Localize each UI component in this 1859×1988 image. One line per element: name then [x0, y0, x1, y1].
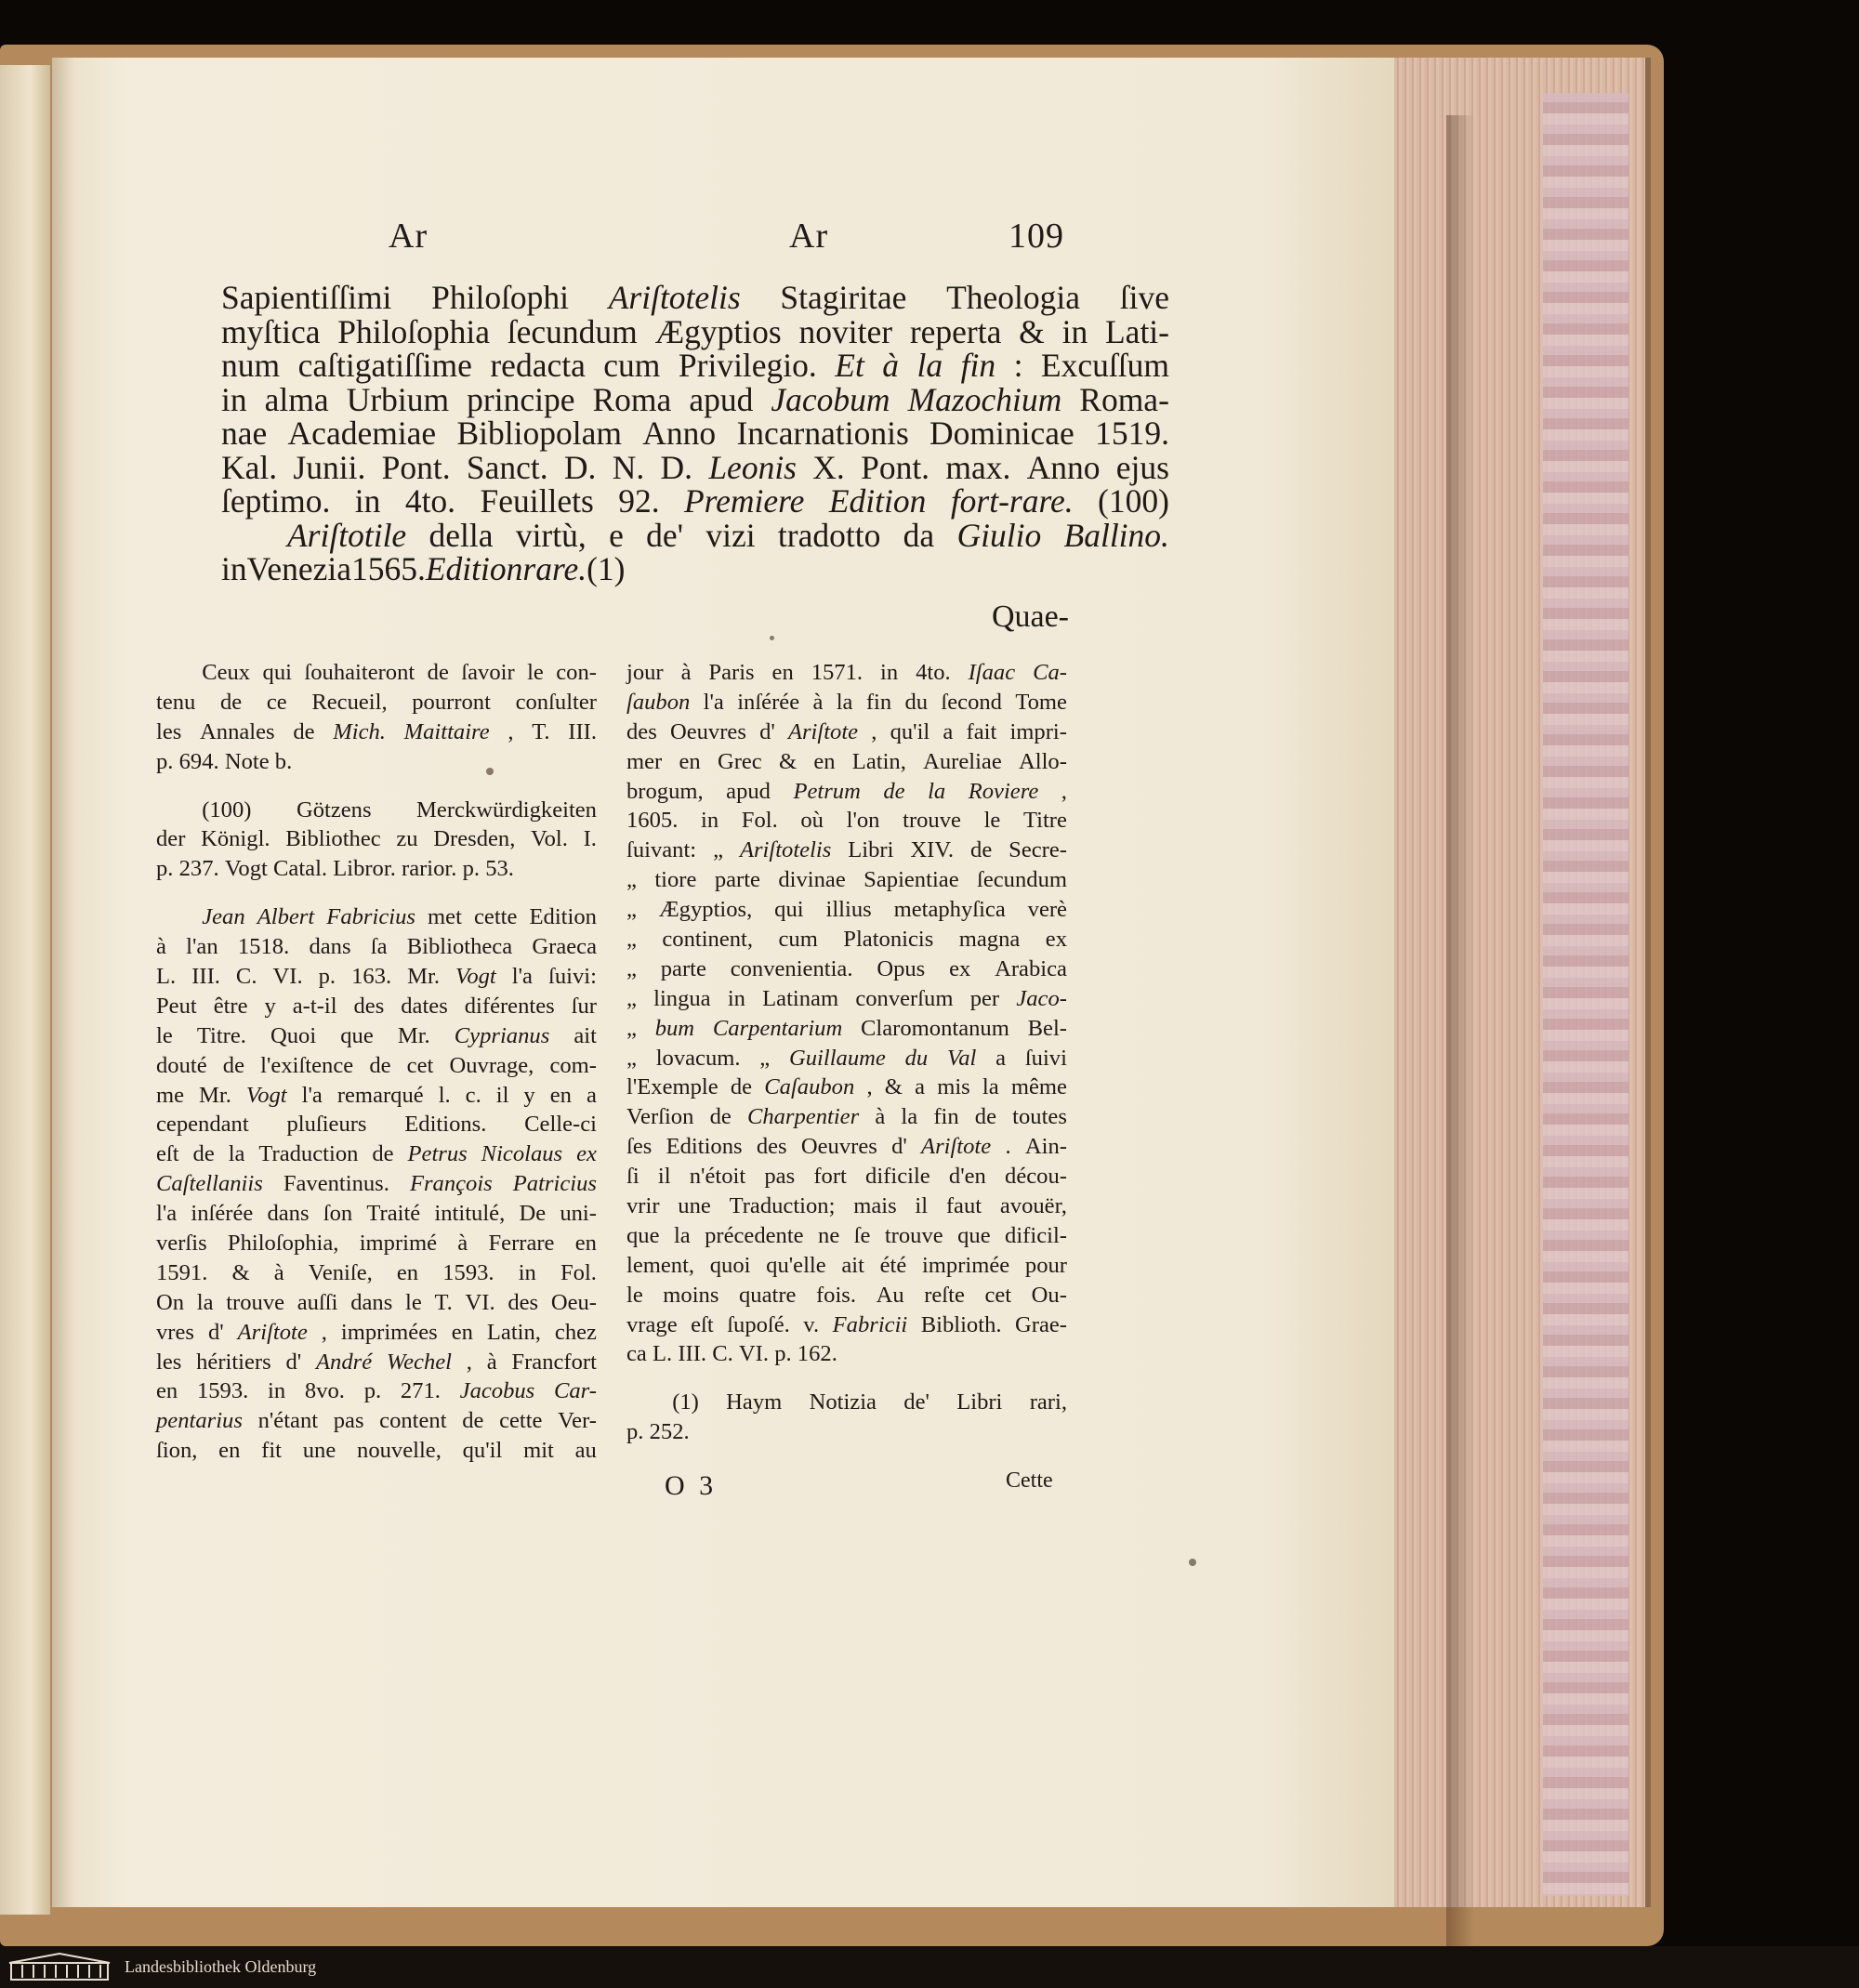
footnote-paragraph	[156, 902, 597, 1466]
footnote-line: vrage eſt ſupoſé. v. Fabricii Biblioth. Grae-	[626, 1311, 1067, 1337]
paper-spot	[770, 636, 774, 640]
footnote-line: ſuivant: „ Ariſtotelis Libri XIV. de Secre-	[626, 837, 1067, 863]
footnote-line: les héritiers d' André Wechel , à Francfort	[156, 1349, 597, 1375]
entry-line: num caſtigatiſſime redacta cum Privilegio. Et à la fin : Excuſſum	[221, 347, 1169, 384]
library-building-icon	[7, 1952, 112, 1981]
footnote-line: p. 237. Vogt Catal. Libror. rarior. p. 53.	[156, 856, 514, 882]
footnote-line: à l'an 1518. dans ſa Bibliotheca Graeca	[156, 934, 597, 960]
footnote-line: cependant pluſieurs Editions. Celle-ci	[156, 1112, 597, 1138]
footnote-line: ſaubon l'a inſérée à la fin du ſecond Tome	[626, 689, 1067, 715]
footnote-line: pentarius n'étant pas content de cette Ver-	[156, 1408, 597, 1434]
footnote-line: On la trouve auſſi dans le T. VI. des Oeu-	[156, 1289, 597, 1315]
footnote-paragraph	[626, 658, 1067, 1369]
footnote-line: verſis Philoſophia, imprimé à Ferrare en	[156, 1231, 597, 1257]
entry-line: Kal. Junii. Pont. Sanct. D. N. D. Leonis X. Pont. max. Anno ejus	[221, 448, 1169, 486]
footnote-line: tenu de ce Recueil, pourront conſulter	[156, 689, 597, 715]
footnote-line: ſes Editions des Oeuvres d' Ariſtote . Ain-	[626, 1134, 1067, 1160]
entry-line: ſeptimo. in 4to. Feuillets 92. Premiere Edition fort-rare. (100)	[221, 482, 1169, 520]
footnote-line: L. III. C. VI. p. 163. Mr. Vogt l'a ſuivi:	[156, 964, 597, 990]
entry-line: Ariſtotile della virtù, e de' vizi tradotto da Giulio Ballino.	[221, 516, 1169, 554]
library-footer	[0, 1946, 1859, 1988]
footnote-line: l'a inſérée dans ſon Traité intitulé, De uni-	[156, 1201, 597, 1227]
footnote-line: „ lovacum. „ Guillaume du Val a ſuivi	[626, 1045, 1067, 1071]
catchword-note: Cette	[1006, 1468, 1053, 1493]
footnote-line: „ Ægyptios, qui illius metaphyſica verè	[626, 897, 1067, 923]
footnote-line: (1) Haym Notizia de' Libri rari,	[626, 1389, 1067, 1415]
footnote-line: vrir une Traduction; mais il faut avouër,	[626, 1193, 1067, 1219]
entry-line: myſtica Philoſophia ſecundum Ægyptios noviter reperta & in Lati-	[221, 312, 1169, 350]
footnote-line: p. 252.	[626, 1419, 690, 1445]
footnote-line: vres d' Ariſtote , imprimées en Latin, chez	[156, 1319, 597, 1345]
page-number: 109	[1009, 217, 1064, 256]
footnote-line: „ parte convenientia. Opus ex Arabica	[626, 955, 1067, 981]
footnote-line: lement, quoi qu'elle ait été imprimée pour	[626, 1252, 1067, 1278]
catalog-entry	[221, 281, 1169, 586]
footnote-line: Jean Albert Fabricius met cette Edition	[156, 904, 597, 930]
signature-mark: O 3	[665, 1470, 718, 1501]
catchword-main: Quae-	[991, 599, 1069, 634]
facing-page-edge	[0, 65, 50, 1915]
footnote-line: douté de l'exiſtence de cet Ouvrage, com-	[156, 1052, 597, 1078]
entry-line: nae Academiae Bibliopolam Anno Incarnationis Dominicae 1519.	[221, 415, 1169, 452]
footnotes-left-column	[156, 658, 597, 1484]
footnote-line: les Annales de Mich. Maittaire , T. III.	[156, 718, 597, 744]
entry-line: Sapientiſſimi Philoſophi Ariſtotelis Stagiritae Theologia ſive	[221, 279, 1169, 316]
footnotes-right-column	[626, 658, 1067, 1466]
footnote-line: le Titre. Quoi que Mr. Cyprianus ait	[156, 1022, 597, 1048]
footnote-line: eſt de la Traduction de Petrus Nicolaus ex	[156, 1141, 597, 1167]
footnote-line: l'Exemple de Caſaubon , & a mis la même	[626, 1074, 1067, 1100]
footnote-line: mer en Grec & en Latin, Aureliae Allo-	[626, 748, 1067, 774]
footnote-line: Ceux qui ſouhaiteront de ſavoir le con-	[156, 660, 597, 685]
paper-spot	[486, 768, 494, 775]
footnote-line: „ lingua in Latinam converſum per Jaco-	[626, 985, 1067, 1011]
footnote-line: 1605. in Fol. où l'on trouve le Titre	[626, 808, 1067, 834]
entry-line: in alma Urbium principe Roma apud Jacobum Mazochium Roma-	[221, 380, 1169, 418]
running-head-center: Ar	[789, 217, 829, 256]
footnote-line: ca L. III. C. VI. p. 162.	[626, 1341, 837, 1367]
footnote-line: que la précedente ne ſe trouve que dificil-	[626, 1222, 1067, 1248]
paper-spot	[1189, 1559, 1196, 1566]
footnote-line: me Mr. Vogt l'a remarqué l. c. il y en a	[156, 1082, 597, 1108]
footnote-paragraph	[156, 658, 597, 777]
footnote-line: „ continent, cum Platonicis magna ex	[626, 927, 1067, 953]
footnote-line: „ tiore parte divinae Sapientiae ſecundum	[626, 867, 1067, 893]
footnote-line: jour à Paris en 1571. in 4to. Iſaac Ca-	[626, 660, 1067, 685]
marbled-endpaper	[1543, 93, 1628, 1896]
footnote-line: ſion, en fit une nouvelle, qu'il mit au	[156, 1438, 597, 1464]
footnote-line: der Königl. Bibliothec zu Dresden, Vol. I.	[156, 826, 597, 852]
footnote-line: en 1593. in 8vo. p. 271. Jacobus Car-	[156, 1378, 597, 1404]
footnote-line: Peut être y a-t-il des dates diférentes ſur	[156, 993, 597, 1019]
footnote-paragraph	[156, 796, 597, 885]
footnote-paragraph	[626, 1388, 1067, 1447]
footnote-line: Caſtellaniis Faventinus. François Patricius	[156, 1171, 597, 1197]
footnote-line: „ bum Carpentarium Claromontanum Bel-	[626, 1015, 1067, 1041]
footnote-line: brogum, apud Petrum de la Roviere ,	[626, 778, 1067, 804]
footnote-line: le moins quatre fois. Au reſte cet Ou-	[626, 1282, 1067, 1308]
library-name: Landesbibliothek Oldenburg	[125, 1957, 317, 1976]
footnote-line: des Oeuvres d' Ariſtote , qu'il a fait impri-	[626, 718, 1067, 744]
footnote-line: (100) Götzens Merckwürdigkeiten	[156, 797, 597, 823]
footnote-line: p. 694. Note b.	[156, 748, 293, 774]
running-head-left: Ar	[389, 217, 428, 256]
footnote-line: 1591. & à Veniſe, en 1593. in Fol.	[156, 1259, 597, 1285]
footnote-line: ſi il n'étoit pas fort dificile d'en décou-	[626, 1164, 1067, 1190]
entry-line: in Venezia 1565. Edition rare. (1)	[221, 550, 626, 587]
footnote-line: Verſion de Charpentier à la fin de toutes	[626, 1104, 1067, 1130]
